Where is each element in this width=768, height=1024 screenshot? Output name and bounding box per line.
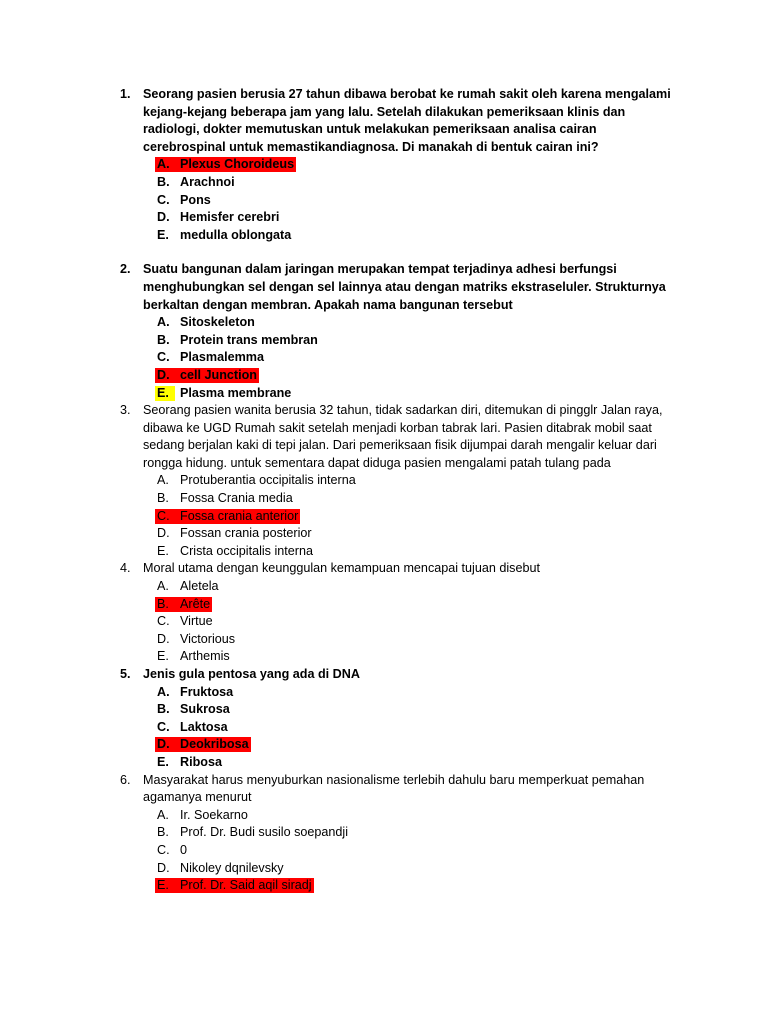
answer-options: [0, 156, 768, 244]
option-letter: E.: [157, 878, 169, 893]
option-letter: C.: [157, 508, 170, 523]
answer-option-normal: [0, 472, 768, 490]
answer-option-normal: [0, 824, 768, 842]
answer-option-normal: [0, 701, 768, 719]
answer-options: [0, 684, 768, 772]
answer-option-normal: [0, 648, 768, 666]
option-letter: B.: [157, 702, 170, 717]
option-text: medulla oblongata: [180, 227, 292, 242]
option-text: Fruktosa: [180, 684, 234, 699]
option-letter: A.: [157, 473, 169, 488]
option-text: Sitoskeleton: [180, 315, 255, 330]
answer-option-normal: [0, 807, 768, 825]
answer-option-highlighted: [0, 508, 768, 526]
question-row: [0, 560, 768, 578]
option-text: Fossa crania anterior: [180, 508, 299, 523]
question-row: [0, 666, 768, 684]
answer-option-normal: [0, 543, 768, 561]
option-text: cell Junction: [180, 367, 257, 382]
option-text: Plasma membrane: [180, 385, 292, 400]
option-letter: D.: [157, 737, 170, 752]
answer-option-normal: [0, 174, 768, 192]
answer-option-highlighted: [0, 877, 768, 895]
answer-option-normal: [0, 842, 768, 860]
question-row: [0, 86, 768, 156]
option-letter: D.: [157, 526, 170, 541]
option-letter: A.: [157, 684, 170, 699]
option-text: Ir. Soekarno: [180, 807, 248, 822]
question-5: [0, 666, 768, 772]
answer-option-normal: [0, 525, 768, 543]
option-text: Aletela: [180, 579, 219, 594]
option-letter: D.: [157, 631, 170, 646]
option-text: Virtue: [180, 614, 213, 629]
option-text: Deokribosa: [180, 737, 249, 752]
option-letter: D.: [157, 860, 170, 875]
option-text: Prof. Dr. Budi susilo soepandji: [180, 825, 349, 840]
option-letter: A.: [157, 807, 169, 822]
question-number: 5.: [120, 667, 131, 681]
question-number: 1.: [120, 87, 131, 101]
question-number: 6.: [120, 772, 131, 787]
option-letter: E.: [157, 649, 169, 664]
option-text: Fossa Crania media: [180, 491, 293, 506]
option-text: Plasmalemma: [180, 350, 265, 365]
answer-option-highlighted: [0, 596, 768, 614]
option-letter: C.: [157, 719, 170, 734]
option-text: Fossan crania posterior: [180, 526, 312, 541]
option-letter: C.: [157, 842, 170, 857]
answer-option-normal: [0, 349, 768, 367]
answer-options: [0, 578, 768, 666]
option-text: Protein trans membran: [180, 332, 318, 347]
option-letter: C.: [157, 614, 170, 629]
option-letter: E.: [157, 754, 169, 769]
option-letter: A.: [157, 315, 170, 330]
answer-option-normal: [0, 631, 768, 649]
answer-options: [0, 314, 768, 402]
answer-option-normal: [0, 613, 768, 631]
option-letter: D.: [157, 210, 170, 225]
option-text: Crista occipitalis interna: [180, 543, 313, 558]
question-row: [0, 402, 768, 472]
option-letter: E.: [157, 543, 169, 558]
option-text: Ribosa: [180, 754, 222, 769]
option-letter: B.: [157, 174, 170, 189]
option-text: Arthemis: [180, 649, 230, 664]
option-text: Arête: [180, 596, 211, 611]
question-row: [0, 261, 768, 314]
question-text: Suatu bangunan dalam jaringan merupakan tempat terjadinya adhesi berfungsi menghubungkan sel dengan sel lainnya atau dengan matriks ekstraseluler. Strukturnya berkaltan dengan membran. Apakah nama bangunan tersebut: [143, 262, 666, 312]
option-text: 0: [180, 842, 188, 857]
question-number: 4.: [120, 561, 131, 576]
option-letter: D.: [157, 367, 170, 382]
option-letter: C.: [157, 350, 170, 365]
option-letter: C.: [157, 192, 170, 207]
question-text: Moral utama dengan keunggulan kemampuan mencapai tujuan disebut: [143, 561, 540, 576]
option-letter: B.: [157, 491, 169, 506]
question-row: [0, 772, 768, 807]
answer-option-normal: [0, 860, 768, 878]
option-letter: A.: [157, 157, 170, 172]
option-letter: E.: [157, 227, 169, 242]
option-text: Pons: [180, 192, 211, 207]
answer-option-normal: [0, 490, 768, 508]
question-3: [0, 402, 768, 560]
answer-option-highlighted: [0, 367, 768, 385]
answer-option-normal: [0, 754, 768, 772]
option-letter: A.: [157, 579, 169, 594]
answer-option-highlighted: [0, 736, 768, 754]
question-2: [0, 261, 768, 402]
question-text: Jenis gula pentosa yang ada di DNA: [143, 667, 360, 681]
option-letter: E.: [157, 385, 169, 400]
question-number: 2.: [120, 262, 131, 277]
question-number: 3.: [120, 403, 131, 418]
answer-option-normal: [0, 314, 768, 332]
option-text: Sukrosa: [180, 702, 230, 717]
document-page: [0, 86, 768, 895]
answer-option-normal: [0, 684, 768, 702]
option-text: Prof. Dr. Said aqil siradj: [180, 878, 312, 893]
option-text: Laktosa: [180, 719, 228, 734]
question-text: Seorang pasien berusia 27 tahun dibawa berobat ke rumah sakit oleh karena mengalami kejang-kejang beberapa jam yang lalu. Setelah dilakukan pemeriksaan klinis dan radiologi, dokter memutuskan untuk melakukan pemeriksaan analisa cairan cerebrospinal untuk memastikandiagnosa. Di manakah di bentuk cairan ini?: [143, 87, 671, 154]
option-letter: B.: [157, 332, 170, 347]
answer-option-normal: [0, 192, 768, 210]
option-text: Hemisfer cerebri: [180, 210, 280, 225]
question-6: [0, 772, 768, 895]
option-text: Arachnoi: [180, 174, 235, 189]
option-text: Victorious: [180, 631, 236, 646]
answer-option-normal: [0, 719, 768, 737]
answer-option-normal: [0, 332, 768, 350]
answer-option-normal: [0, 578, 768, 596]
answer-options: [0, 472, 768, 560]
answer-option-highlighted: [0, 156, 768, 174]
answer-option-normal: [0, 385, 768, 403]
answer-options: [0, 807, 768, 895]
option-text: Plexus Choroideus: [180, 157, 295, 172]
question-text: Seorang pasien wanita berusia 32 tahun, tidak sadarkan diri, ditemukan di pingglr Jalan raya, dibawa ke UGD Rumah sakit setelah menjadi korban tabrak lari. Pasien ditabrak mobil saat sedang berjalan kaki di tepi jalan. Dari pemeriksaan fisik dijumpai darah mengalir keluar dari rongga hidung. untuk sementara dapat diduga pasien mengalami patah tulang pada: [143, 403, 663, 470]
question-text: Masyarakat harus menyuburkan nasionalisme terlebih dahulu baru memperkuat pemahan agamanya menurut: [143, 772, 645, 805]
answer-option-normal: [0, 227, 768, 245]
option-text: Nikoley dqnilevsky: [180, 860, 284, 875]
answer-option-normal: [0, 209, 768, 227]
option-text: Protuberantia occipitalis interna: [180, 473, 356, 488]
question-1: [0, 86, 768, 244]
option-letter: B.: [157, 825, 169, 840]
option-letter: B.: [157, 596, 169, 611]
question-4: [0, 560, 768, 666]
